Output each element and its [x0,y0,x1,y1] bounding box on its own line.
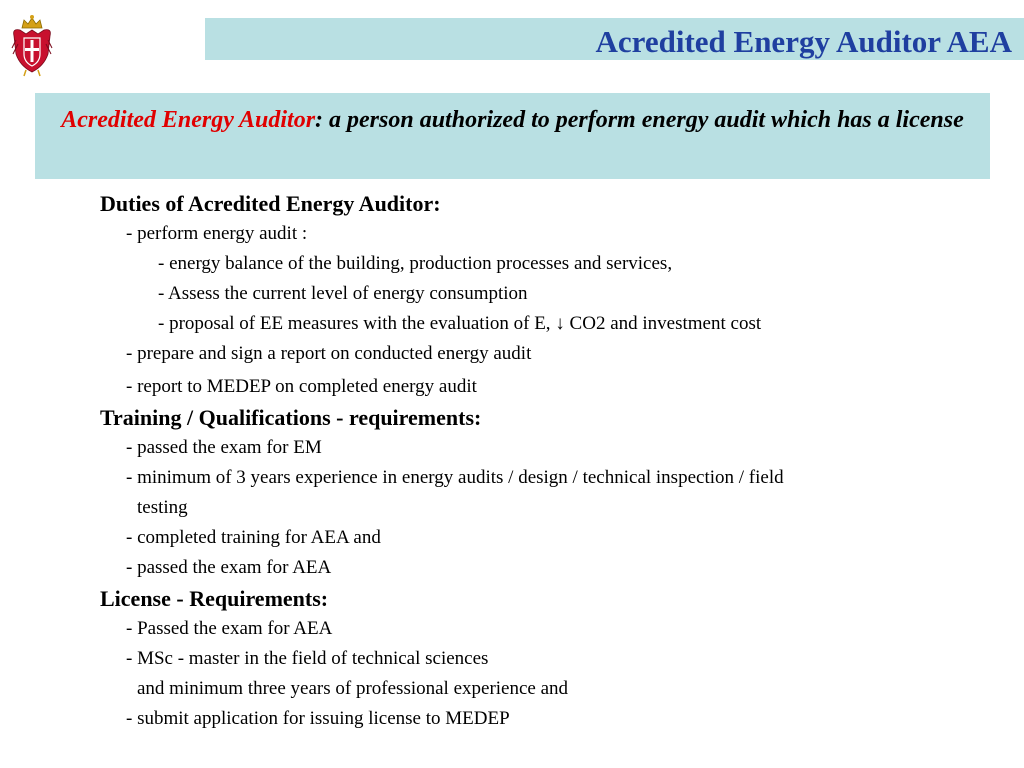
duties-item-3: - report to MEDEP on completed energy audit [126,376,477,397]
license-heading: License - Requirements: [100,586,329,611]
definition-body: : a person authorized to perform energy audit which has a license [315,107,964,133]
slide-title: Acredited Energy Auditor AEA [595,24,1012,59]
duties-heading: Duties of Acredited Energy Auditor: [100,191,441,216]
license-item-3: - submit application for issuing license to MEDEP [126,708,510,729]
duties-item-2: - prepare and sign a report on conducted energy audit [126,343,532,364]
duties-item-1: - perform energy audit : [126,223,308,244]
training-item-2: - minimum of 3 years experience in energy audits / design / technical inspection / field [126,467,784,488]
definition-term: Acredited Energy Auditor [61,107,316,133]
duties-subitem-1: - energy balance of the building, production processes and services, [158,253,673,274]
definition-box [35,93,990,179]
license-item-2: - MSc - master in the field of technical sciences [126,648,489,669]
duties-subitem-2: - Assess the current level of energy consumption [158,283,528,304]
slide-content [100,188,1000,734]
training-item-3: - completed training for AEA and [126,527,381,548]
definition-text [45,105,980,136]
license-item-2-continued: and minimum three years of professional experience and [137,678,569,699]
license-item-1: - Passed the exam for AEA [126,618,333,639]
duties-subitem-3: - proposal of EE measures with the evaluation of E, ↓ CO2 and investment cost [158,313,762,334]
serbian-coat-of-arms-icon [10,14,54,80]
training-item-1: - passed the exam for EM [126,437,322,458]
training-heading: Training / Qualifications - requirements: [100,405,482,430]
title-bar [205,18,1024,60]
training-item-2-continued: testing [137,497,188,518]
training-item-4: - passed the exam for AEA [126,557,332,578]
